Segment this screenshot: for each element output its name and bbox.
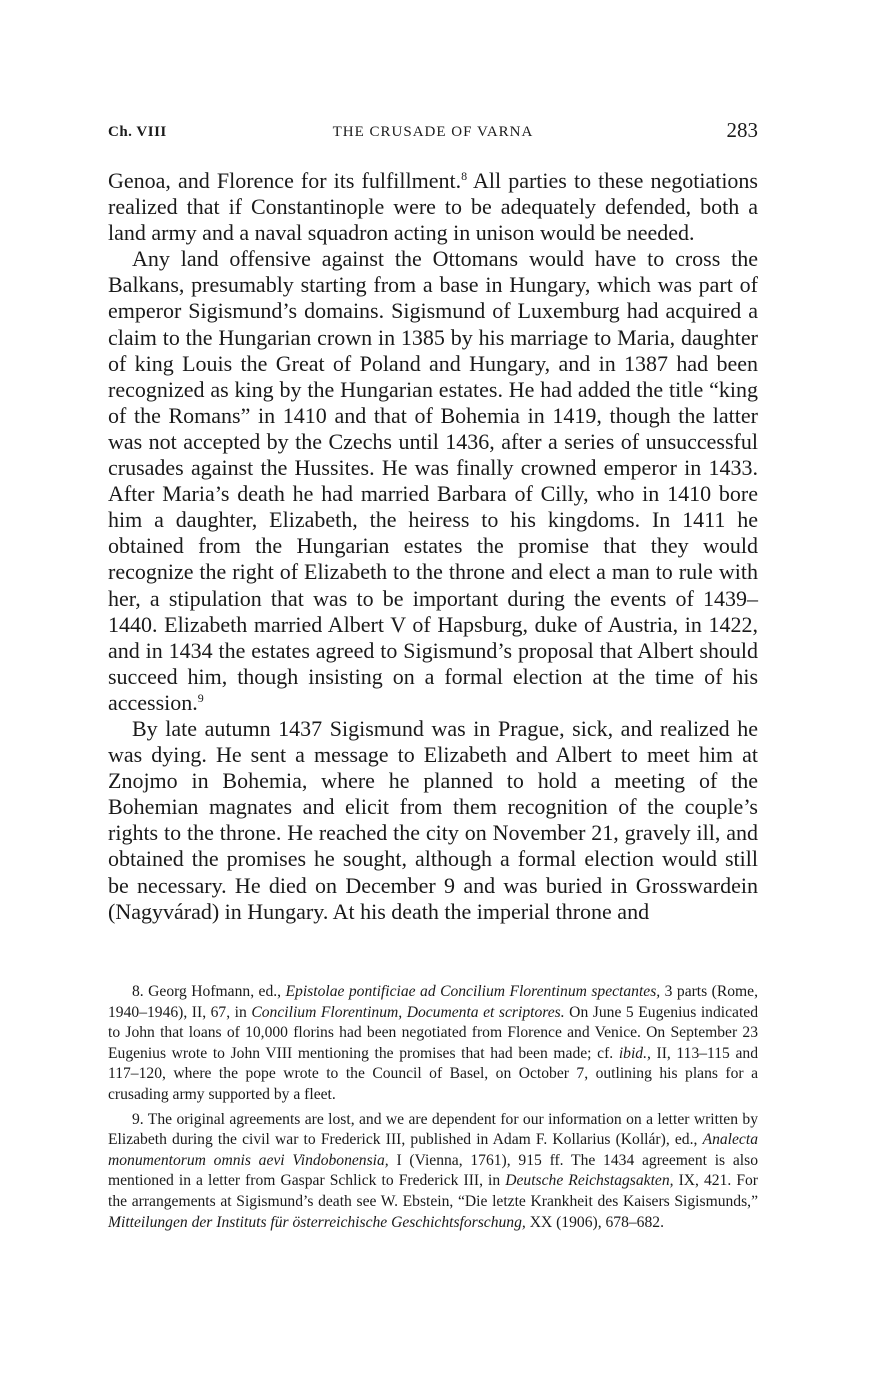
paragraph-1 bbox=[108, 168, 758, 246]
footnote-ref-9: 9 bbox=[197, 690, 204, 705]
running-header bbox=[108, 118, 758, 148]
footnote-8-italic-2: Concilium Florentinum, Documenta et scriptores. bbox=[251, 1003, 565, 1021]
paragraph-3: By late autumn 1437 Sigismund was in Prague, sick, and realized he was dying. He sent a message to Elizabeth and Albert to meet him at Znojmo in Bohemia, where he planned to hold a meeting of the Bohemian magnates and elicit from them recognition of the couple’s rights to the throne. He reached the city on November 21, gravely ill, and obtained the promises he sought, although a formal election would still be necessary. He died on December 9 and was buried in Grosswardein (Nagyvárad) in Hungary. At his death the imperial throne and bbox=[108, 715, 758, 924]
footnote-8-text-2: 3 parts (Rome, 1940–1946), II, 67, in bbox=[108, 983, 758, 1021]
footnote-8 bbox=[108, 982, 758, 1106]
chapter-label: Ch. VIII bbox=[108, 124, 167, 140]
footnote-9-text-2: I (Vienna, 1761), 915 ff. The 1434 agreement is also mentioned in a letter from Gaspar Schlick to Frederick III, in bbox=[108, 1151, 758, 1190]
footnote-ref-8: 8 bbox=[461, 169, 468, 183]
paragraph-1-text-a: Genoa, and Florence for its fulfillment. bbox=[108, 168, 462, 193]
footnote-9-italic-2: Deutsche Reichstagsakten, bbox=[505, 1172, 674, 1190]
footnote-8-italic-1: Epistolae pontificiae ad Concilium Florentinum spectantes, bbox=[285, 983, 661, 1000]
running-title: THE CRUSADE OF VARNA bbox=[332, 124, 534, 140]
footnote-9-italic-3: Mitteilungen der Instituts für österreichische Geschichtsforschung, bbox=[108, 1213, 526, 1231]
footnote-9-number: 9. bbox=[132, 1110, 144, 1128]
footnote-8-number: 8. bbox=[132, 983, 144, 1000]
main-text bbox=[108, 168, 758, 925]
paragraph-1-text-b: All parties to these negotiations realized that if Constantinople were to be adequately defended, both a land army and a naval squadron acting in unison would be needed. bbox=[108, 168, 758, 246]
footnote-8-text-4: II, 113–115 and 117–120, where the pope wrote to the Council of Basel, on October 7, outlining his plans for a crusading army supported by a fleet. bbox=[108, 1044, 759, 1103]
footnote-8-italic-3: ibid., bbox=[618, 1044, 651, 1062]
footnote-8-text-3: On June 5 Eugenius indicated to John that loans of 10,000 florins had been negotiated from Florence and Venice. On September 23 Eugenius wrote to John VIII mentioning the promises that had been made; cf. bbox=[108, 1003, 758, 1062]
paragraph-2 bbox=[108, 246, 758, 716]
footnote-9-italic-1: Analecta monumentorum omnis aevi Vindobonensia, bbox=[108, 1131, 758, 1169]
footnote-9-text-3: IX, 421. For the arrangements at Sigismund’s death see W. Ebstein, “Die letzte Krankheit des Kaisers Sigismunds,” bbox=[108, 1172, 758, 1210]
footnote-9 bbox=[108, 1110, 758, 1234]
page-number: 283 bbox=[726, 118, 758, 142]
footnote-9-text-1: The original agreements are lost, and we are dependent for our information on a letter written by Elizabeth during the civil war to Frederick III, published in Adam F. Kollarius (Kollár), ed., bbox=[108, 1110, 758, 1149]
footnote-8-text-1: Georg Hofmann, ed., bbox=[143, 983, 286, 1000]
paragraph-2-text: Any land offensive against the Ottomans would have to cross the Balkans, presumably starting from a base in Hungary, which was part of emperor Sigismund’s domains. Sigismund of Luxemburg had acquired a claim to the Hungarian crown in 1385 by his marriage to Maria, daughter of king Louis the Great of Poland and Hungary, and in 1387 had been recognized as king by the Hungarian estates. He had added the title “king of the Romans” in 1410 and that of Bohemia in 1419, though the latter was not accepted by the Czechs until 1436, after a series of unsuccessful crusades against the Hussites. He was finally crowned emperor in 1433. After Maria’s death he had married Barbara of Cilly, who in 1410 bore him a daughter, Elizabeth, the heiress to his kingdoms. In 1411 he obtained from the Hungarian estates the promise that they would recognize the right of Elizabeth to the throne and elect a man to rule with her, a stipulation that was to be important during the events of 1439–1440. Elizabeth married Albert V of Hapsburg, duke of Austria, in 1422, and in 1434 the estates agreed to Sigismund’s proposal that Albert should succeed him, though insisting on a formal election at the time of his accession. bbox=[108, 246, 758, 715]
footnote-9-text-4: XX (1906), 678–682. bbox=[525, 1213, 664, 1231]
footnotes bbox=[108, 982, 758, 1237]
